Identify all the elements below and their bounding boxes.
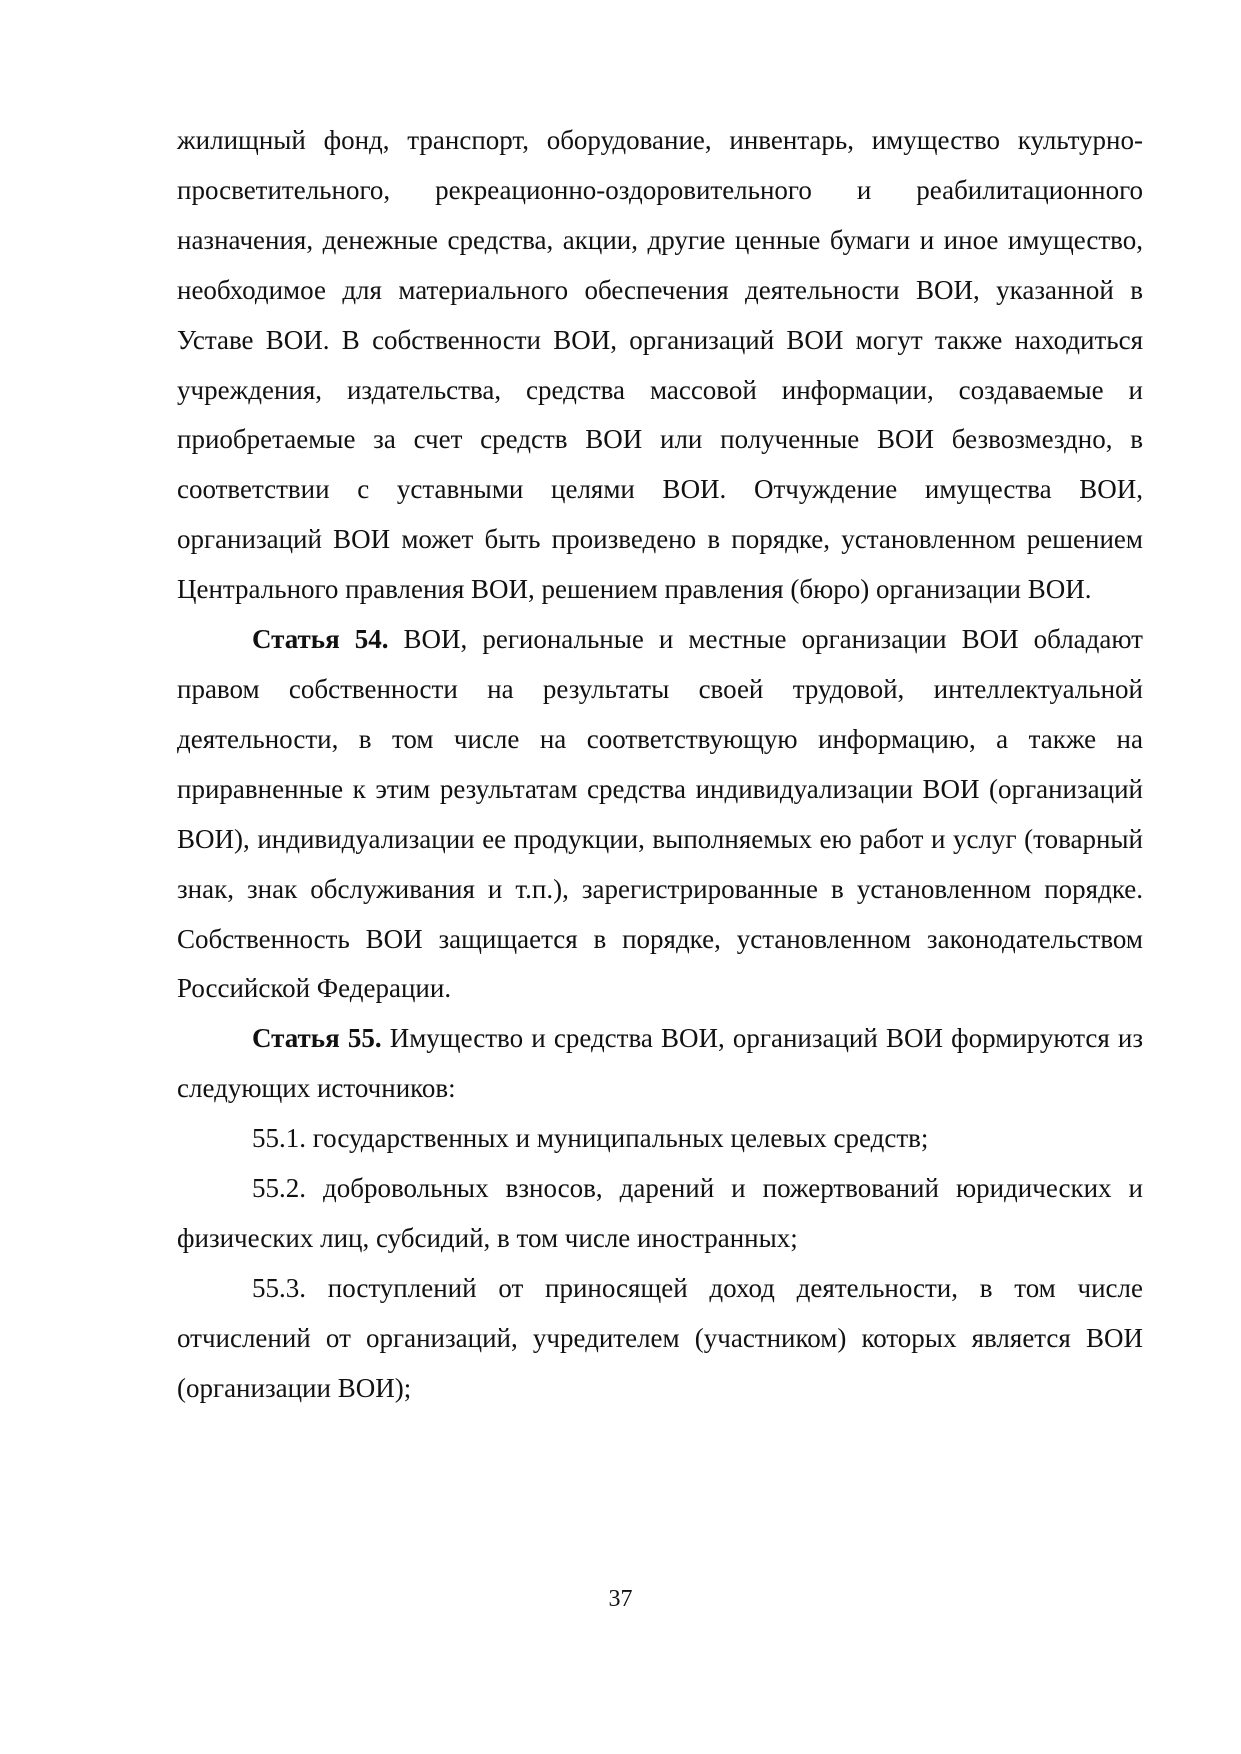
clause-55-2 <box>177 1164 1143 1264</box>
clause-55-3 <box>177 1264 1143 1414</box>
paragraph-article-54 <box>177 615 1143 1014</box>
body-text <box>177 116 1143 1414</box>
paragraph-text: 55.1. государственных и муниципальных целевых средств; <box>252 1123 929 1154</box>
paragraph-text: ВОИ, региональные и местные организации ВОИ обладают правом собственности на результаты своей трудовой, интеллектуальной деятельности, в том числе на соответствующую информацию, а также на приравненные к этим результатам средства индивидуализации ВОИ (организаций ВОИ), индивидуализации ее продукции, выполняемых ею работ и услуг (товарный знак, знак обслуживания и т.п.), зарегистрированные в установленном порядке. Собственность ВОИ защищается в порядке, установленном законодательством Российской Федерации. <box>177 624 1143 1004</box>
article-heading: Статья 55. <box>252 1023 382 1054</box>
clause-55-1 <box>177 1114 1143 1164</box>
paragraph-article-55 <box>177 1014 1143 1114</box>
page-number: 37 <box>608 1586 633 1612</box>
paragraph-text: 55.3. поступлений от приносящей доход деятельности, в том числе отчислений от организаций, учредителем (участником) которых является ВОИ (организации ВОИ); <box>177 1272 1143 1403</box>
paragraph-property-list <box>177 116 1143 615</box>
paragraph-text: 55.2. добровольных взносов, дарений и пожертвований юридических и физических лиц, субсидий, в том числе иностранных; <box>177 1173 1143 1253</box>
article-heading: Статья 54. <box>252 624 389 655</box>
paragraph-text: жилищный фонд, транспорт, оборудование, инвентарь, имущество культурно-просветительного, рекреационно-оздоровительного и реабилитационного назначения, денежные средства, акции, другие ценные бумаги и иное имущество, необходимое для материального обеспечения деятельности ВОИ, указанной в Уставе ВОИ. В собственности ВОИ, организаций ВОИ могут также находиться учреждения, издательства, средства массовой информации, создаваемые и приобретаемые за счет средств ВОИ или полученные ВОИ безвозмездно, в соответствии с уставными целями ВОИ. Отчуждение имущества ВОИ, организаций ВОИ может быть произведено в порядке, установленном решением Центрального правления ВОИ, решением правления (бюро) организации ВОИ. <box>177 125 1143 605</box>
paragraph-text: Имущество и средства ВОИ, организаций ВОИ формируются из следующих источников: <box>177 1023 1143 1104</box>
